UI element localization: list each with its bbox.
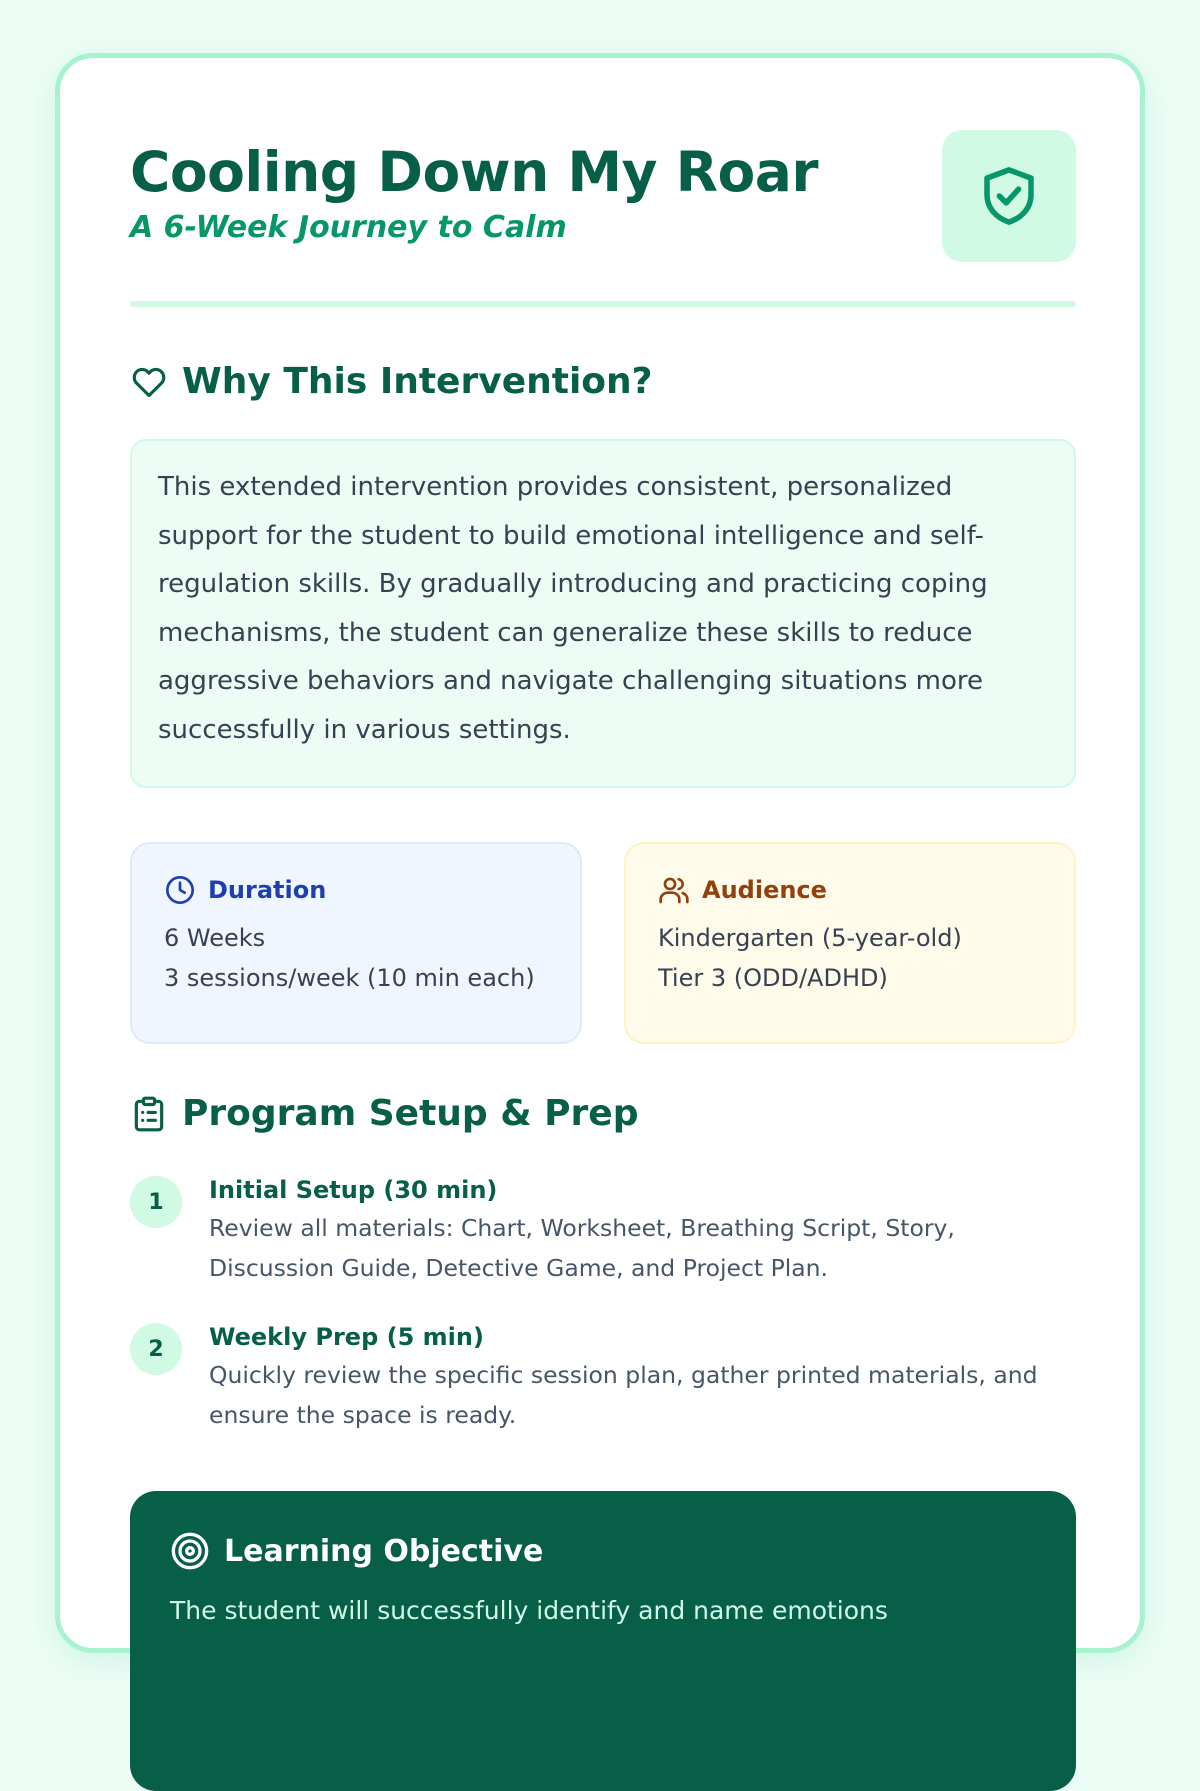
duration-sessions: 3 sessions/week (10 min each) <box>164 964 535 992</box>
step-number: 2 <box>130 1323 182 1375</box>
audience-heading <box>658 874 1042 906</box>
duration-card <box>130 842 582 1044</box>
objective-heading-text: Learning Objective <box>224 1533 544 1569</box>
step-title: Initial Setup (30 min) <box>209 1176 498 1204</box>
why-heading-text: Why This Intervention? <box>182 361 653 402</box>
step-number: 1 <box>130 1176 182 1228</box>
audience-card <box>624 842 1076 1044</box>
users-icon <box>658 874 690 906</box>
audience-heading-text: Audience <box>702 876 827 904</box>
clipboard-list-icon <box>130 1094 168 1134</box>
page-title: Cooling Down My Roar <box>130 140 818 204</box>
why-heading <box>130 361 653 402</box>
target-icon <box>170 1531 210 1571</box>
duration-heading <box>164 874 548 906</box>
audience-grade: Kindergarten (5-year-old) <box>658 924 962 952</box>
why-description: This extended intervention provides consistent, personalized support for the student to build emotional intelligence and self-regulation skills. By gradually introducing and practicing coping mechanisms, the student can generalize these skills to reduce aggressive behaviors and navigate challenging situations more successfully in various settings. <box>130 439 1076 788</box>
duration-weeks: 6 Weeks <box>164 924 266 952</box>
prep-heading <box>130 1093 638 1134</box>
objective-text: The student will successfully identify and name emotions <box>170 1596 888 1625</box>
header-divider <box>130 301 1076 307</box>
audience-tier: Tier 3 (ODD/ADHD) <box>658 964 888 992</box>
step-body <box>209 1319 1069 1435</box>
heart-icon <box>130 363 168 401</box>
learning-objective-card <box>130 1491 1076 1791</box>
page-subtitle: A 6-Week Journey to Calm <box>130 210 567 245</box>
header-badge <box>942 130 1076 262</box>
main-card <box>55 53 1145 1653</box>
step-title: Weekly Prep (5 min) <box>209 1323 484 1351</box>
objective-heading <box>170 1531 1036 1571</box>
duration-heading-text: Duration <box>208 876 327 904</box>
shield-check-icon <box>976 159 1042 233</box>
prep-heading-text: Program Setup & Prep <box>182 1093 639 1134</box>
step-body <box>209 1172 1069 1288</box>
step-text: Quickly review the specific session plan, gather printed materials, and ensure the space is ready. <box>209 1361 1038 1429</box>
clock-icon <box>164 874 196 906</box>
step-text: Review all materials: Chart, Worksheet, Breathing Script, Story, Discussion Guide, Detective Game, and Project Plan. <box>209 1214 955 1282</box>
